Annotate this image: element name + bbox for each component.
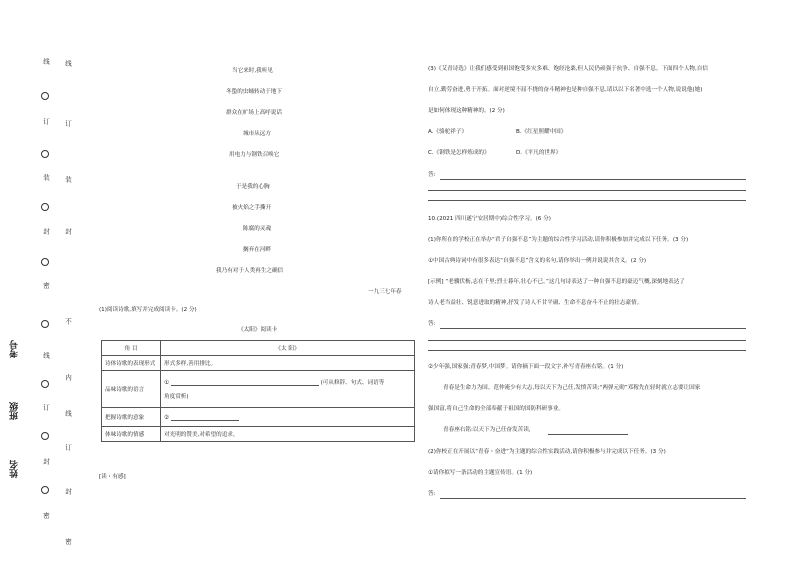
margin-hole <box>41 203 49 211</box>
margin-text-7: 订 <box>42 404 50 411</box>
answer-line[interactable] <box>440 498 746 499</box>
inner-margin-text: 内 <box>64 374 72 381</box>
option-a: A.《骆驼祥子》 <box>428 129 468 135</box>
class-label: 班级 <box>10 402 20 420</box>
hint-text: 角度赏析) <box>164 394 189 400</box>
poem-line: 陈腐的灵魂 <box>243 226 271 232</box>
card-key: 把握诗歌的意象 <box>102 408 161 427</box>
poem-line: 我乃有对于人类再生之确信 <box>216 268 284 274</box>
exam-number-label: 考号 <box>10 340 20 358</box>
inner-margin-text: 封 <box>64 488 72 495</box>
card-key: 品味诗歌的语言 <box>102 371 161 408</box>
margin-hole <box>41 432 49 440</box>
poem-line: 用电力与钢铁召唤它 <box>229 152 280 158</box>
q3-line: 是如何体现这种精神的。(2 分) <box>428 108 505 114</box>
answer-line[interactable] <box>428 200 746 201</box>
poem-line: 被火焰之手撕开 <box>232 205 272 211</box>
question-10-1b: ②少年强,国家强;青春梦,中国梦。请你摘下面一段文字,补写青春座右铭。(1 分) <box>428 364 624 370</box>
card-key: 体味诗歌的情感 <box>102 427 161 442</box>
question-10-1: (1)你所在的学校正在举办“君子自强不息”为主题的综合性学习活动,请你积极参加并完成以下任务。(3 分) <box>428 237 689 243</box>
option-c: C.《钢铁是怎样炼成的》 <box>428 150 490 156</box>
card-head-item: 角 目 <box>102 341 161 356</box>
inner-margin-text: 不 <box>64 318 72 325</box>
answer-line[interactable] <box>428 350 746 351</box>
poem-date: 一九三七年春 <box>368 289 402 295</box>
margin-hole <box>41 92 49 100</box>
card-value: 形式多样,善用排比。 <box>161 356 415 371</box>
inner-margin-text: 封 <box>64 228 72 235</box>
margin-text-6: 线 <box>42 352 50 359</box>
blank-number: ① <box>164 380 170 386</box>
inner-margin-text: 线 <box>64 60 72 67</box>
answer-blank[interactable] <box>171 378 319 386</box>
margin-text-2: 订 <box>42 118 50 125</box>
inner-margin-text: 密 <box>64 538 72 545</box>
example-text: [示例] “老骥伏枥,志在千里;烈士暮年,壮心不已。”这几句诗表达了一种自强不息的豪迈气概,深刻地表达了 <box>428 279 685 285</box>
card-value-imagery <box>161 408 415 427</box>
answer-blank[interactable] <box>171 413 239 421</box>
poem-line: 群众在旷场上高呼说话 <box>226 110 282 116</box>
poem-line: 于是我的心胸 <box>236 184 270 190</box>
margin-hole <box>41 486 49 494</box>
card-key: 诗体诗歌的表现形式 <box>102 356 161 371</box>
question-10: 10.(2021 四川遂宁安居期中)综合性学习。(6 分) <box>428 216 551 222</box>
margin-text-8: 封 <box>42 458 50 465</box>
margin-text-9: 密 <box>42 512 50 519</box>
margin-hole <box>41 150 49 158</box>
question-10-1a: ①中国古典诗词中有很多表达“自强不息”含义的名句,请你举出一例并说说其含义。(2 分) <box>428 258 647 264</box>
option-d: D.《平凡的世界》 <box>516 150 562 156</box>
motto-label: 青春座右铭:以天下为己任奋发苦读, <box>443 427 531 433</box>
question-10-2: (2)你校正在开展以“青春・奋进”为主题的综合性实践活动,请你积极参与并完成以下任务。(3 分) <box>428 449 666 455</box>
poem-line: 当它来时,我听见 <box>232 68 273 74</box>
margin-text-5: 密 <box>42 282 50 289</box>
margin-text-4: 封 <box>42 228 50 235</box>
inner-margin-text: 订 <box>64 444 72 451</box>
poem-line: 城市从远方 <box>243 131 271 137</box>
margin-hole <box>41 380 49 388</box>
card-head-title: 《太 阳》 <box>161 341 415 356</box>
q3-line: (3)《艾青诗选》让我们感受到祖国饱受多灾多难、饱经沧桑,但人民仍顽强于抗争、自强不息。下面四个人物,自信 <box>428 66 708 72</box>
card-value: 对光明的赞美,对希望的追求。 <box>161 427 415 442</box>
question-10-2a: ①请你拟写一条活动的主题宣传语。(1 分) <box>428 470 533 476</box>
answer-label: 答: <box>428 491 436 497</box>
reading-card <box>101 340 415 442</box>
inner-margin-text: 装 <box>64 176 72 183</box>
margin-hole <box>41 258 49 266</box>
card-title: 《太阳》阅读卡 <box>238 327 278 333</box>
blank-number: ② <box>164 415 170 421</box>
inner-margin-text: 订 <box>64 120 72 127</box>
margin-text-3: 装 <box>42 174 50 181</box>
answer-line[interactable] <box>440 179 746 180</box>
name-label: 姓名 <box>10 460 20 478</box>
margin-text-1: 线 <box>42 58 50 65</box>
answer-label: 答: <box>428 172 436 178</box>
answer-line[interactable] <box>428 190 746 191</box>
answer-line[interactable] <box>440 328 746 329</box>
paragraph: 青春是生命力为国。范仲淹少有大志,每以天下为己任,发愤苦读;“两弹元勋”邓稼先在轻时就立志要让国家 <box>443 385 701 391</box>
poem-line: 搁弃在河畔 <box>243 247 271 253</box>
option-b: B.《红星照耀中国》 <box>516 129 567 135</box>
answer-label: 答: <box>428 321 436 327</box>
inner-margin-text: 线 <box>64 410 72 417</box>
hint-text: (可从修辞、句式、词语等 <box>320 380 385 386</box>
answer-line[interactable] <box>428 340 746 341</box>
poem-line: 冬蛰的虫蛹转动于地下 <box>226 89 282 95</box>
example-text: 诗人老当益壮、锐意进取的精神,抒发了诗人不甘平庸、生命不息奋斗不止的壮志豪情。 <box>428 300 643 306</box>
margin-hole <box>41 320 49 328</box>
paragraph: 强国富,将自己生命的全部奉献于祖国的国防科研事业。 <box>428 406 565 412</box>
card-value-language <box>161 371 415 408</box>
question-read: (1)阅读诗歌,填写并完成阅读卡。(2 分) <box>99 307 197 313</box>
q3-line: 自立,勤劳奋进,勇于开拓。面对逆境不屈不挠的奋斗精神也是种自强不息,请以以下名著中选一个人物,说说他(她) <box>428 87 703 93</box>
motto-blank[interactable] <box>548 434 628 435</box>
read-tag: [读・有感] <box>99 474 126 480</box>
